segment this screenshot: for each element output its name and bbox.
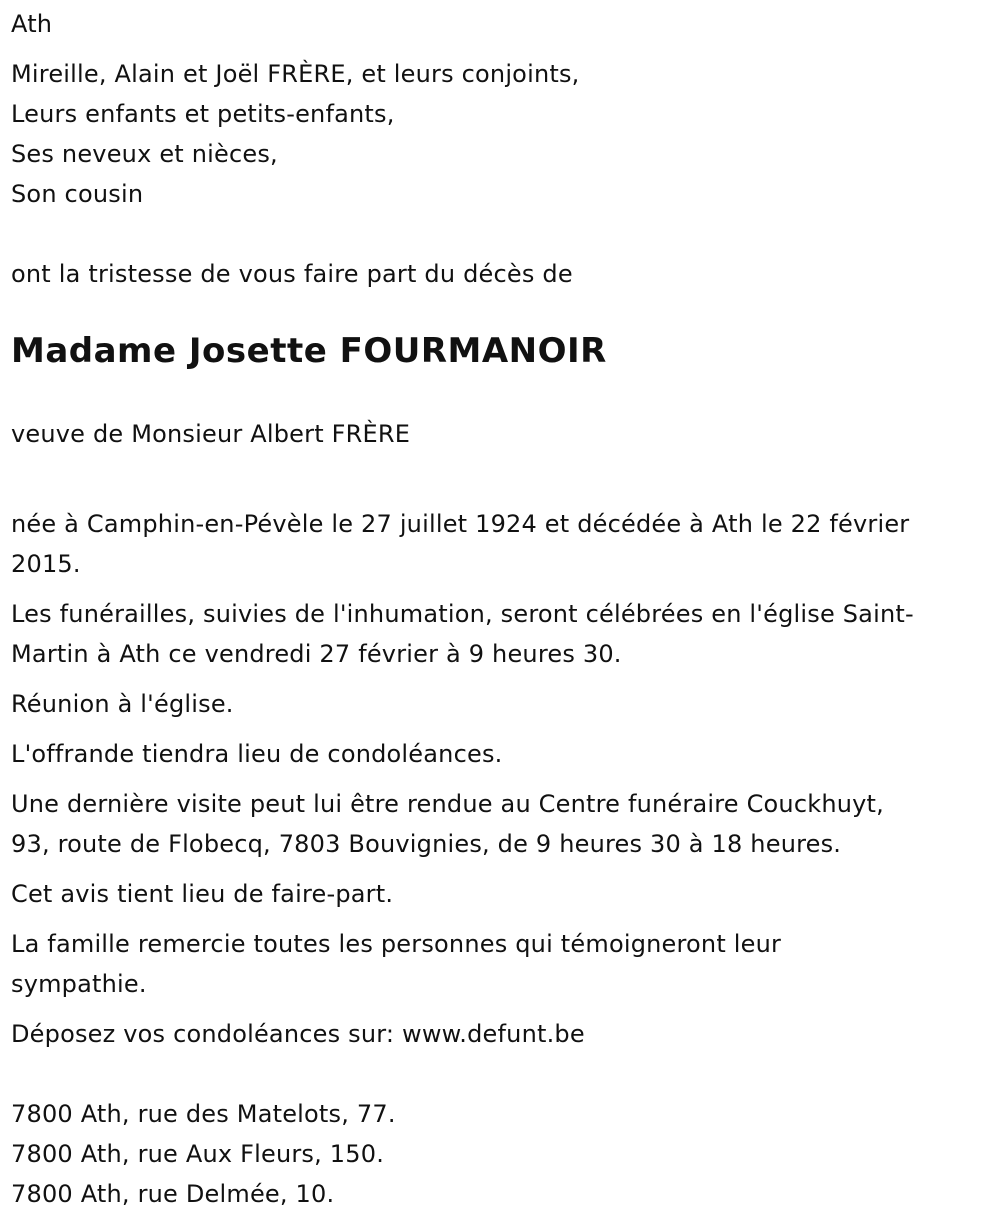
visit-line: 93, route de Flobecq, 7803 Bouvignies, de 9 heures 30 à 18 heures. bbox=[11, 830, 842, 858]
funeral-line: Martin à Ath ce vendredi 27 février à 9 heures 30. bbox=[11, 640, 622, 668]
notice-text: Cet avis tient lieu de faire-part. bbox=[11, 880, 394, 908]
offering-paragraph bbox=[11, 734, 996, 774]
condolences-text: Déposez vos condoléances sur: www.defunt.be bbox=[11, 1020, 585, 1048]
visit-line: Une dernière visite peut lui être rendue au Centre funéraire Couckhuyt, bbox=[11, 790, 884, 818]
spacer bbox=[11, 1054, 996, 1094]
address-line: 7800 Ath, rue Delmée, 10. bbox=[11, 1180, 335, 1208]
family-line: Leurs enfants et petits-enfants, bbox=[11, 100, 395, 128]
visit-paragraph bbox=[11, 784, 996, 864]
notice-paragraph bbox=[11, 874, 996, 914]
address-list bbox=[11, 1094, 996, 1214]
thanks-line: sympathie. bbox=[11, 970, 147, 998]
thanks-paragraph bbox=[11, 924, 996, 1004]
meeting-paragraph bbox=[11, 684, 996, 724]
spacer bbox=[11, 214, 996, 254]
deceased-name: Madame Josette FOURMANOIR bbox=[11, 331, 607, 371]
spacer bbox=[11, 454, 996, 494]
address-line: 7800 Ath, rue Aux Fleurs, 150. bbox=[11, 1140, 385, 1168]
birth-death-line: 2015. bbox=[11, 550, 81, 578]
funeral-paragraph bbox=[11, 594, 996, 674]
offering-text: L'offrande tiendra lieu de condoléances. bbox=[11, 740, 503, 768]
announcement-text: ont la tristesse de vous faire part du décès de bbox=[11, 260, 573, 288]
city-heading: Ath bbox=[11, 10, 53, 38]
widow-of-text: veuve de Monsieur Albert FRÈRE bbox=[11, 420, 411, 448]
family-line: Mireille, Alain et Joël FRÈRE, et leurs conjoints, bbox=[11, 60, 580, 88]
thanks-line: La famille remercie toutes les personnes qui témoigneront leur bbox=[11, 930, 782, 958]
address-line: 7800 Ath, rue des Matelots, 77. bbox=[11, 1100, 396, 1128]
funeral-line: Les funérailles, suivies de l'inhumation, seront célébrées en l'église Saint- bbox=[11, 600, 914, 628]
death-notice bbox=[11, 4, 996, 1214]
family-list bbox=[11, 54, 996, 214]
family-line: Son cousin bbox=[11, 180, 144, 208]
meeting-text: Réunion à l'église. bbox=[11, 690, 234, 718]
birth-death-paragraph bbox=[11, 504, 996, 584]
condolences-paragraph bbox=[11, 1014, 996, 1054]
birth-death-line: née à Camphin-en-Pévèle le 27 juillet 1924 et décédée à Ath le 22 février bbox=[11, 510, 910, 538]
family-line: Ses neveux et nièces, bbox=[11, 140, 278, 168]
